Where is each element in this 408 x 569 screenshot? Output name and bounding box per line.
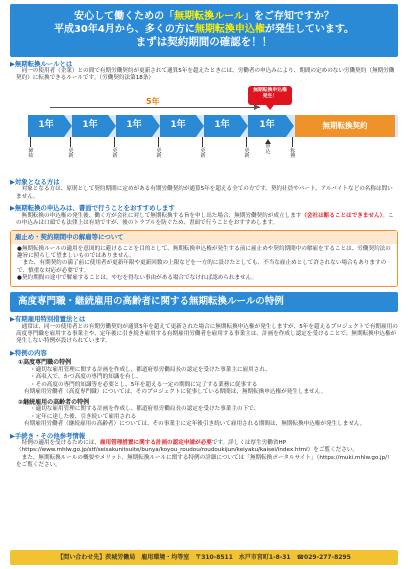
special-2-note: 有期雇用労働者（継続雇用の高齢者）については、その事業主に定年後引き続いて雇用される期間は、無期転換申込権が発生しません。 [24,421,366,428]
special-1-list [30,367,398,389]
rule-text: 同一の使用者（企業）との間で有期労働契約が更新されて通算5年を超えたときには、労働者の申込みにより、期間の定めのない労働契約（無期労働契約）に転換できるルールです。（労働契約法第18条） [16,68,395,82]
special-1-note: 有期雇用労働者（高度専門職）については、そのプロジェクトに従事している期間は、無期転換申込権が発生しません。 [24,389,327,396]
dismissal-title: 雇止め・契約期間中の解雇等について [11,231,397,243]
label-convert: 転換 [290,147,296,160]
target-text: 対象となる方は、原則として契約期間に定めがある有期労働契約が通算5年を超える全ての方です。契約社員やパート、アルバイトなどの名称は問いません。 [16,186,393,200]
tick-contract [30,137,31,147]
procedure-title: ▶手続き・その他参考情報 [10,431,86,440]
law-title: ▶有期雇用特別措置法とは [10,315,86,324]
label-renew-4: 更新 [200,147,206,160]
rule-title: ▶無期転換ルールとは [10,59,73,68]
special-1-title: ①高度専門職の特例 [18,359,72,367]
procedure-text: 特例の適用を受けるためには、雇用管理措置に関する計画の認定申請が必要です。詳しくは厚生労働省HP（https://www.mhlw.go.jp/stf/seisakunitsuite/bunya/koyou_roudou/roudoukijun/keiyaku/kaisei/index.html）をご覧ください。 [16,440,359,454]
label-renew-2: 更新 [112,147,118,160]
dismissal-p1: ●無期転換ルールの適用を意図的に避けることを目的として、無期転換申込権が発生する前に雇止めや契約期間中の解雇をすることは、労働契約法の趣旨に照らして望ましいものではありません。 [17,245,391,260]
year-block-3: 1年 [116,115,152,137]
list-item: ・適切な雇用管理に関する計画を作成し、都道府県労働局長の認定を受けた事業主に雇用され、 [30,367,271,374]
label-renew-3: 更新 [156,147,162,160]
procedure-required: 雇用管理措置に関する計画の認定申請が必要 [99,440,212,447]
list-item: ・適切な雇用管理に関する計画を作成し、都道府県労働局長の認定を受けた事業主の下で、 [30,406,260,413]
dismissal-box [10,230,398,286]
header-line-2: 平成30年4月から、多くの方に無期転換申込権が発生しています。 [53,24,355,35]
header-banner [10,4,398,57]
portal-text: また、無期転換ルールの概要やメリット、無期転換ルールに関する特例の詳細については「無期転換ポータルサイト」（https://muki.mhlw.go.jp/）をご覧ください。 [16,454,393,469]
header-line-1: 安心して働くための「無期転換ルール」をご存知ですか？ [74,11,334,22]
tick-renew-4 [202,137,203,147]
apply-cannot-refuse: （会社は断ることはできません） [301,212,383,219]
year-block-1: 1年 [28,115,64,137]
label-renew-1: 更新 [68,147,74,160]
target-title: ▶対象となる方は [10,177,60,186]
label-contract: 締結 [28,147,34,160]
apply-title: ▶無期転換の申込みは、書面で行うことをおすすめします [10,204,175,213]
tick-renew-3 [158,137,159,147]
timeline-diagram [10,85,398,175]
conversion-block: 無期転換契約 [295,115,395,137]
list-item: ・高収入で、かつ高度の専門的知識を有し、 [30,374,142,381]
five-year-label: 5年 [146,96,160,106]
header-key-right: 無期転換申込権 [194,24,265,35]
year-block-5: 1年 [204,115,240,137]
year-block-2: 1年 [72,115,108,137]
label-apply: 申込 [265,143,271,156]
tick-renew-5 [246,137,247,147]
right-arises-bubble: 無期転換申込権 発生！ [248,86,292,105]
special-band: 高度専門職・継続雇用の高齢者に関する無期転換ルールの特例 [10,292,398,313]
dismissal-p3: ●契約期間の途中で解雇することは、やむを得ない事由がある場合でなければ認められません。 [17,275,258,282]
year-block-6: 1年 [248,115,286,137]
apply-text: 無期転換の申込権の発生後、働く方が会社に対して無期転換する旨を申し出た場合、無期労働契約が成立します（会社は断ることはできません）。この申込みは口頭でも法律上は有効ですが、後のトラブルを防ぐため、書面で行うことをおすすめします。 [16,212,394,226]
list-item: ・その高度の専門的知識等を必要とし、5年を超える一定の期間に完了する業務に従事する [30,381,258,388]
dismissal-p2: また、有期契約の満了前に使用者が更新年限や更新回数の上限などを一方的に設けたとしても、不当な雇止めとして許されない場合もありますので、慎重な対応が必要です。 [17,260,387,274]
special-2-list [30,406,398,421]
label-renew-5: 更新 [244,147,250,160]
tick-renew-2 [114,137,115,147]
list-item: ・定年に達した後、引き続いて雇用される [30,413,137,420]
content-title: ▶特例の内容 [10,348,47,357]
law-text: 通常は、同一の使用者との有期労働契約が通算5年を超えて更新された場合に無期転換申込権が発生しますが、5年を超えるプロジェクトで有期雇用の高度専門職を雇用する事業主や、定年後に引き続き雇用する有期雇用労働者を雇用する事業主は、計画を作成し認定を受けることで、無期転換申込権が発生しない特例が設けられています。 [16,323,398,345]
tick-renew-1 [70,137,71,147]
header-line-3: まずは契約期間の確認を！！ [135,36,273,48]
tick-convert [292,137,293,147]
special-2-title: ②継続雇用の高齢者の特例 [18,398,90,406]
contact-footer: 【問い合わせ先】茨城労働局 雇用環境・均等室 〒310-8511 水戸市宮町1-8-31 ☎029-277-8295 [10,550,398,565]
year-block-4: 1年 [160,115,196,137]
header-key-term: 無期転換ルール [174,11,244,22]
